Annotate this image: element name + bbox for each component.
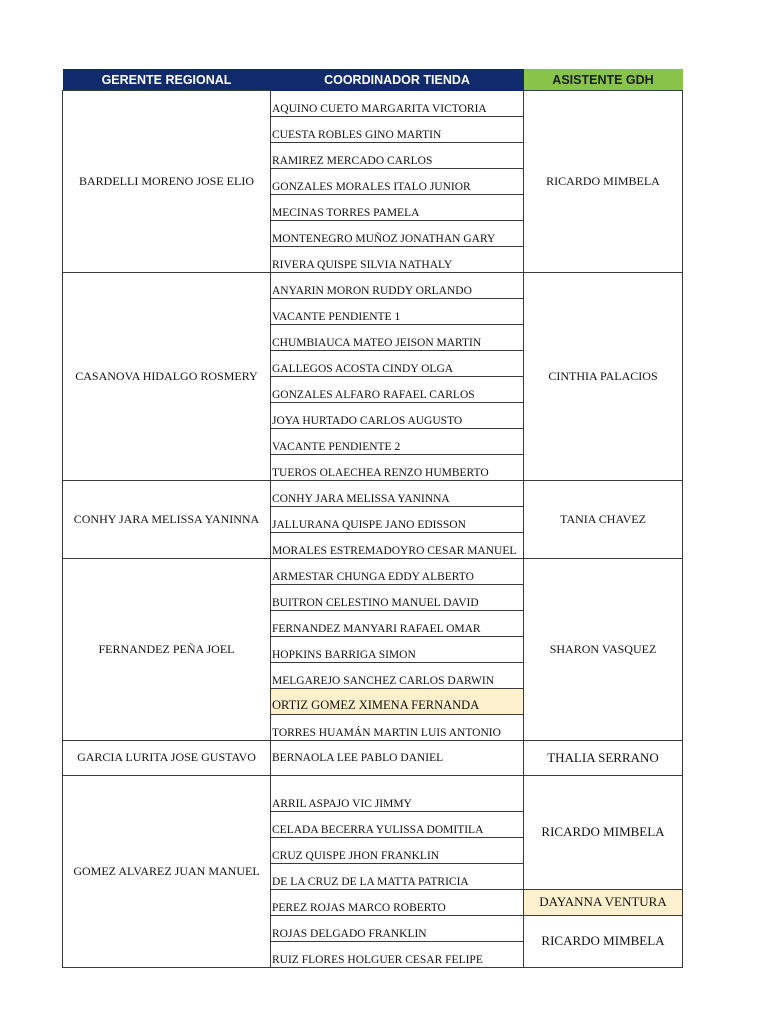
coordinador-cell: FERNANDEZ MANYARI RAFAEL OMAR [271,610,524,636]
header-asistente-gdh: ASISTENTE GDH [524,69,683,91]
asistente-cell: THALIA SERRANO [524,740,683,775]
coordinador-cell: TORRES HUAMÁN MARTIN LUIS ANTONIO [271,714,524,740]
coordinador-cell: RUIZ FLORES HOLGUER CESAR FELIPE [271,941,524,967]
coordinador-cell: MELGAREJO SANCHEZ CARLOS DARWIN [271,662,524,688]
table-row [63,558,683,584]
coordinador-cell: JALLURANA QUISPE JANO EDISSON [271,506,524,532]
coordinador-cell: ARRIL ASPAJO VIC JIMMY [271,786,524,812]
gerente-cell: BARDELLI MORENO JOSE ELIO [63,91,271,273]
coordinador-cell: GALLEGOS ACOSTA CINDY OLGA [271,350,524,376]
coordinador-cell: JOYA HURTADO CARLOS AUGUSTO [271,402,524,428]
coordinador-cell: CHUMBIAUCA MATEO JEISON MARTIN [271,324,524,350]
gerente-cell: CASANOVA HIDALGO ROSMERY [63,272,271,480]
coordinador-cell: ARMESTAR CHUNGA EDDY ALBERTO [271,558,524,584]
coordinador-cell: CUESTA ROBLES GINO MARTIN [271,116,524,142]
coordinador-cell: HOPKINS BARRIGA SIMON [271,636,524,662]
coordinador-cell: CRUZ QUISPE JHON FRANKLIN [271,837,524,863]
gerente-cell: GARCIA LURITA JOSE GUSTAVO [63,740,271,775]
coordinador-cell: TUEROS OLAECHEA RENZO HUMBERTO [271,454,524,480]
coordinador-cell: BUITRON CELESTINO MANUEL DAVID [271,584,524,610]
asistente-cell: CINTHIA PALACIOS [524,272,683,480]
table-row [63,272,683,298]
coordinador-cell: MORALES ESTREMADOYRO CESAR MANUEL [271,532,524,558]
spacer-cell [271,775,524,786]
asistente-cell: RICARDO MIMBELA [524,91,683,273]
asistente-cell: TANIA CHAVEZ [524,480,683,558]
coordinador-cell: GONZALES MORALES ITALO JUNIOR [271,168,524,194]
coordinador-cell: VACANTE PENDIENTE 1 [271,298,524,324]
coordinador-cell: GONZALES ALFARO RAFAEL CARLOS [271,376,524,402]
header-coordinador-tienda: COORDINADOR TIENDA [271,69,524,91]
coordinador-cell: ANYARIN MORON RUDDY ORLANDO [271,272,524,298]
gerente-cell: CONHY JARA MELISSA YANINNA [63,480,271,558]
table-row [63,91,683,117]
coordinador-cell: RIVERA QUISPE SILVIA NATHALY [271,246,524,272]
asistente-cell: RICARDO MIMBELA [524,915,683,967]
coordinador-cell: ROJAS DELGADO FRANKLIN [271,915,524,941]
gerente-cell: GOMEZ ALVAREZ JUAN MANUEL [63,775,271,967]
table-row [63,740,683,775]
header-gerente-regional: GERENTE REGIONAL [63,69,271,91]
table-row [63,775,683,786]
coordinators-table [62,69,683,968]
table-row [63,480,683,506]
asistente-cell: RICARDO MIMBELA [524,775,683,889]
coordinador-cell: DE LA CRUZ DE LA MATTA PATRICIA [271,863,524,889]
coordinador-cell: AQUINO CUETO MARGARITA VICTORIA [271,91,524,117]
coordinador-cell: MECINAS TORRES PAMELA [271,194,524,220]
coordinador-cell: MONTENEGRO MUÑOZ JONATHAN GARY [271,220,524,246]
coordinador-cell: VACANTE PENDIENTE 2 [271,428,524,454]
coordinador-cell: CELADA BECERRA YULISSA DOMITILA [271,811,524,837]
asistente-cell-highlighted: DAYANNA VENTURA [524,889,683,915]
gerente-cell: FERNANDEZ PEÑA JOEL [63,558,271,740]
coordinador-cell: BERNAOLA LEE PABLO DANIEL [271,740,524,775]
asistente-cell: SHARON VASQUEZ [524,558,683,740]
coordinador-cell-highlighted: ORTIZ GOMEZ XIMENA FERNANDA [271,688,524,714]
coordinador-cell: CONHY JARA MELISSA YANINNA [271,480,524,506]
coordinador-cell: RAMIREZ MERCADO CARLOS [271,142,524,168]
coordinador-cell: PEREZ ROJAS MARCO ROBERTO [271,889,524,915]
header-row [63,69,683,91]
